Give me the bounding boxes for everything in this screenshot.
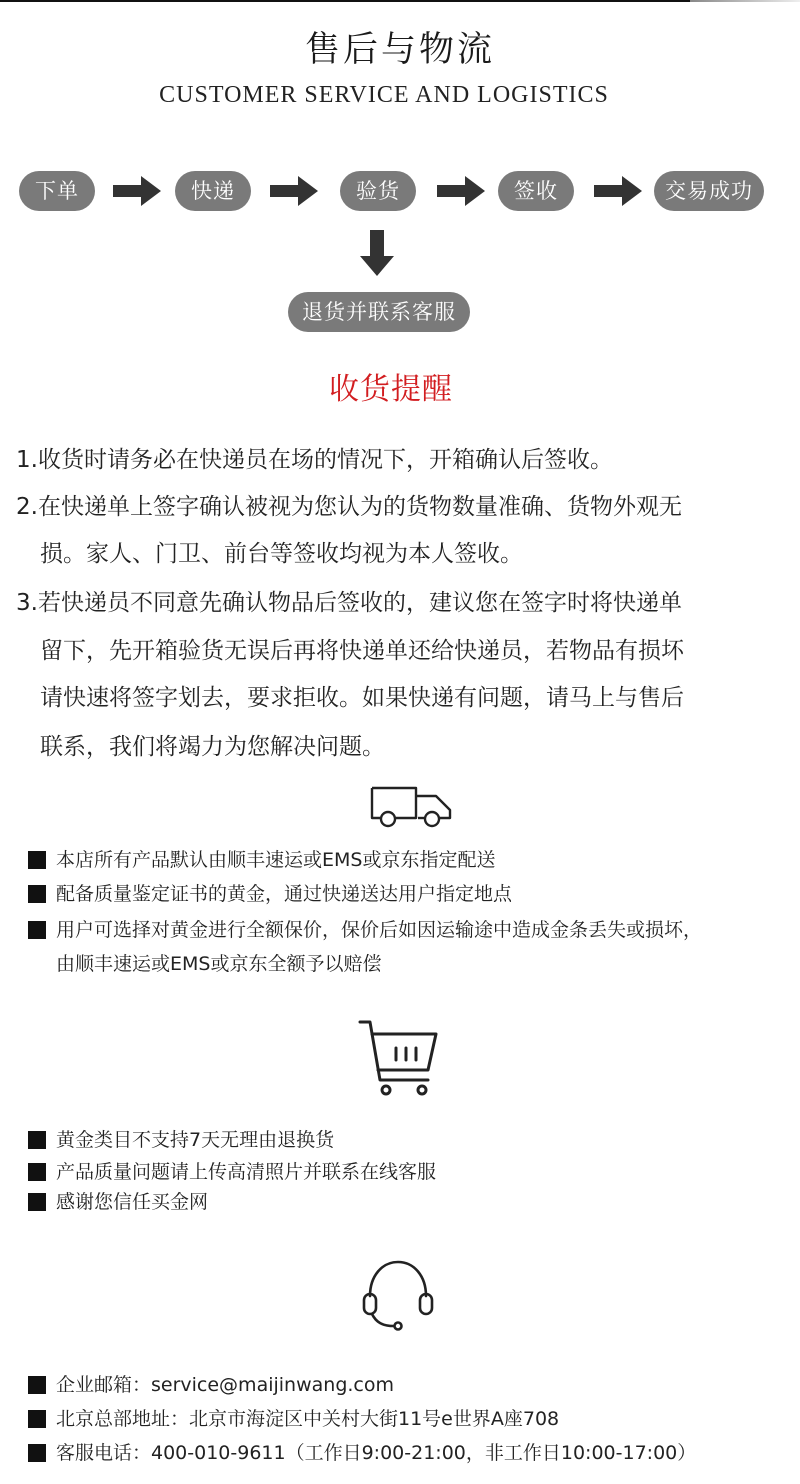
reminder-line: 2.在快递单上签字确认被视为您认为的货物数量准确、货物外观无 <box>16 494 682 520</box>
arrow-right-icon <box>437 176 485 206</box>
reminder-line: 3.若快递员不同意先确认物品后签收的，建议您在签字时将快递单 <box>16 590 682 616</box>
reminder-line: 1.收货时请务必在快递员在场的情况下，开箱确认后签收。 <box>16 447 613 473</box>
arrow-down-icon <box>360 230 394 276</box>
bullet-square <box>28 885 46 903</box>
step-return: 退货并联系客服 <box>288 292 470 332</box>
reminder-heading: 收货提醒 <box>329 372 453 407</box>
bullet-square <box>28 1376 46 1394</box>
bullet-square <box>28 1131 46 1149</box>
step-express: 快递 <box>175 171 251 211</box>
reminder-line: 留下，先开箱验货无误后再将快递单还给快递员，若物品有损坏 <box>40 638 684 664</box>
headset-icon <box>360 1256 436 1332</box>
bullet-square <box>28 851 46 869</box>
top-rule-fade <box>690 0 800 2</box>
step-sign: 签收 <box>498 171 574 211</box>
step-inspect: 验货 <box>340 171 416 211</box>
step-success: 交易成功 <box>654 171 764 211</box>
truck-icon <box>366 782 454 830</box>
shipping-item-continuation: 由顺丰速运或EMS或京东全额予以赔偿 <box>56 953 382 975</box>
bullet-square <box>28 1193 46 1211</box>
bullet-square <box>28 1410 46 1428</box>
reminder-line: 损。家人、门卫、前台等签收均视为本人签收。 <box>40 541 523 567</box>
page-subtitle: CUSTOMER SERVICE AND LOGISTICS <box>159 82 609 108</box>
bullet-square <box>28 921 46 939</box>
page-title: 售后与物流 <box>304 30 495 70</box>
top-rule <box>0 0 690 2</box>
reminder-line: 请快速将签字划去，要求拒收。如果快递有问题，请马上与售后 <box>40 685 684 711</box>
arrow-right-icon <box>113 176 161 206</box>
reminder-line: 联系，我们将竭力为您解决问题。 <box>40 734 385 760</box>
cart-icon <box>358 1018 440 1098</box>
step-order: 下单 <box>19 171 95 211</box>
bullet-square <box>28 1163 46 1181</box>
bullet-square <box>28 1444 46 1462</box>
arrow-right-icon <box>594 176 642 206</box>
arrow-right-icon <box>270 176 318 206</box>
